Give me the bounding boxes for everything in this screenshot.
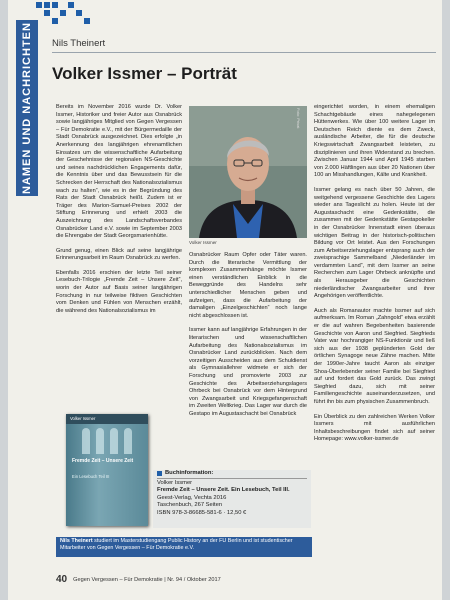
paragraph: Ein Überblick zu den zahlreichen Werken Volker Issmers mit ausführlichen Inhaltsbeschreibungen findet sich auf seiner Homepage: www.volker-issmer.de — [314, 413, 435, 443]
paragraph: Issmer gelang es nach über 50 Jahren, die weitgehend vergessene Geschichte des Lagers wieder ans Tageslicht zu holen. Heute ist der Augustaschacht eine Gedenkstätte, die zusammen mit der Gedenkstätte Gestapokeller in der Osnabrücker Innenstadt einen überaus wichtigen Beitrag in der historisch-politischen Bildung vor Ort leistet. Aus den Forschungen zum Arbeitserziehungslager entsprang auch der zweisprachige Sammelband „Niederländer im verdammten Land“, mit dem Issmer an seine Recherchen zum Lager Ohrbeck anknüpfte und als Herausgeber die Geschichten niederländischer Zwangsarbeiter und ihrer Angehörigen veröffentlichte. — [314, 186, 435, 300]
book-info-line: ISBN 978-3-86685-581-6 · 12,50 € — [157, 509, 247, 516]
paragraph: Auch als Romanautor machte Issmer auf sich aufmerksam. Im Roman „Zahngold“ etwa erzählt er die auf wahren Begebenheiten basierende Geschichte von Aaron und Siegfried. Siegfrieds Vater war hochrangiger NS-Funktionär und ließ sich aus der 1938 geplünderten Gold der örtlichen Synagoge neue Zähne machen. Mitte der 1990er-Jahre taucht Aaron als einziger Shoa-Überlebender seiner Familie bei Siegfried auf und fordert das Gold zurück. Das zwingt Siegfried dazu, sich mit seiner Familiengeschichte auseinanderzusetzen, und führt ihn bis zum physischen Zusammenbruch. — [314, 307, 435, 405]
paragraph: Osnabrücker Raum Opfer oder Täter waren. Durch die literarische Vermittlung der komplexen Zusammenhänge möchte Issmer einen verständlichen Einblick in die Beweggründe des Handelns sehr unterschiedlicher Menschen geben und aufzeigen, dass die Aufarbeitung der damaligen „Einzelgeschichten“ noch lange nicht abgeschlossen ist. — [189, 252, 307, 319]
magazine-page — [8, 0, 442, 600]
paragraph: Issmer kann auf langjährige Erfahrungen in der literarischen und wissenschaftlichen Aufarbeitung des Nationalsozialismus im Osnabrücker Land zurückblicken. Nach dem vorzeitigen Ausscheiden aus dem Schuldienst als Gymnasiallehrer widmete er sich der Forschung und promovierte 2003 zur Geschichte des Arbeitserziehungslagers Ohrbeck bei Osnabrück vor dem Hintergrund von Zwangsarbeit und Kriegsgefangenschaft im Zweiten Weltkrieg. Das Lager war durch die Gestapo im Augustaschacht bei Osnabrück — [189, 327, 307, 417]
book-info-line: Fremde Zeit – Unsere Zeit. Ein Lesebuch, Teil III. — [157, 487, 290, 494]
book-info-box — [153, 470, 311, 528]
book-info-line: Geest-Verlag, Vechta 2016 — [157, 494, 227, 501]
author-bio-box — [56, 537, 312, 557]
book-info-line: Taschenbuch, 267 Seiten — [157, 502, 223, 509]
divider — [52, 52, 436, 53]
article-title: Volker Issmer – Porträt — [52, 64, 237, 83]
bio-text: studiert im Masterstudiengang Public History an der FU Berlin und ist studentischer Mitarbeiter von Gegen Vergessen – Für Demokratie e.V. — [60, 538, 293, 551]
column-3 — [314, 104, 435, 451]
book-cover-author: Volker Issmer — [66, 414, 148, 424]
page-number: 40 — [56, 574, 68, 585]
paragraph: Bereits im November 2016 wurde Dr. Volker Issmer, Historiker und freier Autor aus Osnabrück sowie langjähriges Mitglied von Gegen Vergessen – Für Demokratie e.V., mit der Bürgermedaille der Stadt Osnabrück ausgezeichnet. Dies erfolgte „in Anerkennung des langjährigen ehrenamtlichen Einsatzes um die wissenschaftliche Aufarbeitung der Geschehnisse der regionalen NS-Geschichte und seines nachdrücklichen Engagements dafür, die Kenntnis über und das Bewusstsein für die Schrecken der Herrschaft des Nationalsozialismus wach zu halten“, wie es in der Begründung des Rats der Stadt Osnabrück heißt. Zudem ist er Träger des Marion-Samuel-Preises 2002 der Stiftung Erinnerung und erhielt 2003 die Auszeichnung des Landschaftsverbandes Osnabrücker Land e.V. sowie im September 2003 die Ehrengabe der Stadt Georgsmarienhütte. — [56, 104, 182, 240]
square-icon — [157, 471, 162, 476]
photo-credit: Foto: Privat — [296, 108, 301, 129]
page-footer — [56, 574, 221, 585]
column-1 — [56, 104, 182, 322]
paragraph: Ebenfalls 2016 erschien der letzte Teil seiner Lesebuch-Trilogie „Fremde Zeit – Unsere Zeit“, worin der Autor auf Basis seiner langjährigen Forschung in nur teilweise fiktiven Geschichten vom Denken und Fühlen von Menschen erzählt, die während des Nationalsozialismus im — [56, 269, 182, 314]
section-label: NAMEN UND NACHRICHTEN — [16, 20, 38, 196]
book-cover-title: Fremde Zeit – Unsere Zeit — [72, 458, 134, 464]
photo-caption: Volker Issmer — [189, 240, 217, 245]
paragraph: eingerichtet worden, in einem ehemaligen Schachtgebäude eines nahegelegenen Hüttenwerkes. Wie über 100 weitere Lager im Deutschen Reich diente es dem Zweck, ausländische Arbeiter, die für die deutsche Kriegswirtschaft Zwangsarbeit leisteten, zu disziplinieren und ihren Widerstand zu brechen. Zwischen Januar 1944 und April 1945 starben von 2.000 Häftlingen aus über 20 Nationen über 100 an Misshandlungen, Kälte und Krankheit. — [314, 104, 435, 179]
logo-icon — [36, 2, 96, 24]
author-line: Nils Theinert — [52, 38, 106, 49]
book-info-heading: Buchinformation: — [165, 470, 214, 476]
portrait-photo — [189, 106, 307, 238]
book-info-line: Volker Issmer — [157, 479, 193, 486]
bio-name: Nils Theinert — [60, 538, 93, 544]
column-2 — [189, 252, 307, 425]
paragraph: Grund genug, einen Blick auf seine langjährige Erinnerungsarbeit im Raum Osnabrück zu werfen. — [56, 247, 182, 262]
publication-line: Gegen Vergessen – Für Demokratie | Nr. 94 / Oktober 2017 — [73, 576, 221, 583]
book-cover-subtitle: Ein Lesebuch Teil III — [72, 474, 110, 479]
book-cover — [66, 414, 148, 526]
